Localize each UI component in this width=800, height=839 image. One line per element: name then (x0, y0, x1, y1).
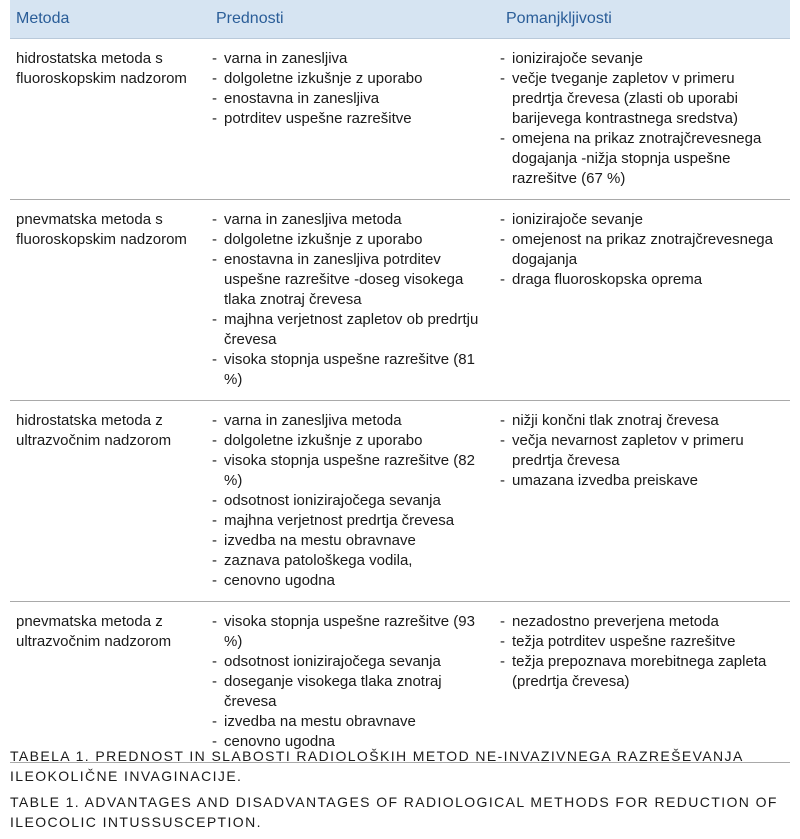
method-cell (10, 401, 210, 602)
column-header-method: Metoda (10, 0, 210, 39)
disadvantages-list (500, 612, 784, 692)
advantages-cell (210, 39, 500, 200)
disadvantages-list (500, 49, 784, 189)
advantages-list (212, 49, 494, 129)
list-item: - doseganje visokega tlaka znotraj črevesa (212, 672, 494, 712)
header-row (10, 0, 790, 39)
list-item: - težja potrditev uspešne razrešitve (500, 632, 784, 652)
table-container (10, 0, 790, 763)
list-item: - večja nevarnost zapletov v primeru predrtja črevesa (500, 431, 784, 471)
advantages-cell (210, 602, 500, 763)
list-item: - varna in zanesljiva metoda (212, 210, 494, 230)
list-item: - majhna verjetnost zapletov ob predrtju črevesa (212, 310, 494, 350)
method-name: hidrostatska metoda s fluoroskopskim nadzorom (16, 50, 187, 87)
list-item: - umazana izvedba preiskave (500, 471, 784, 491)
list-item: - cenovno ugodna (212, 571, 494, 591)
list-item: - enostavna in zanesljiva (212, 89, 494, 109)
list-item: - visoka stopnja uspešne razrešitve (81 %) (212, 350, 494, 390)
list-item: - varna in zanesljiva metoda (212, 411, 494, 431)
table-row (10, 200, 790, 401)
list-item: - omejenost na prikaz znotrajčrevesnega dogajanja (500, 230, 784, 270)
advantages-cell (210, 401, 500, 602)
list-item: - majhna verjetnost predrtja črevesa (212, 511, 494, 531)
list-item: - visoka stopnja uspešne razrešitve (82 %) (212, 451, 494, 491)
list-item: - dolgoletne izkušnje z uporabo (212, 431, 494, 451)
advantages-cell (210, 200, 500, 401)
list-item: - nezadostno preverjena metoda (500, 612, 784, 632)
list-item: - cenovno ugodna (212, 732, 494, 752)
list-item: - večje tveganje zapletov v primeru predrtja črevesa (zlasti ob uporabi barijevega kontrastnega sredstva) (500, 69, 784, 129)
caption-english: TABLE 1. ADVANTAGES AND DISADVANTAGES OF RADIOLOGICAL METHODS FOR REDUCTION OF ILEOCOLIC INTUSSUSCEPTION. (10, 794, 778, 830)
table-row (10, 401, 790, 602)
disadvantages-cell (500, 602, 790, 763)
table-row (10, 39, 790, 200)
list-item: - nižji končni tlak znotraj črevesa (500, 411, 784, 431)
column-header-disadvantages: Pomanjkljivosti (500, 0, 790, 39)
advantages-list (212, 411, 494, 591)
list-item: - dolgoletne izkušnje z uporabo (212, 230, 494, 250)
list-item: - zaznava patološkega vodila, (212, 551, 494, 571)
method-name: pnevmatska metoda s fluoroskopskim nadzorom (16, 211, 187, 248)
method-cell (10, 39, 210, 200)
advantages-list (212, 210, 494, 390)
table-header (10, 0, 790, 39)
disadvantages-cell (500, 401, 790, 602)
list-item: - enostavna in zanesljiva potrditev uspešne razrešitve -doseg visokega tlaka znotraj črevesa (212, 250, 494, 310)
list-item: - izvedba na mestu obravnave (212, 712, 494, 732)
list-item: - varna in zanesljiva (212, 49, 494, 69)
method-name: pnevmatska metoda z ultrazvočnim nadzorom (16, 613, 172, 650)
method-cell (10, 602, 210, 763)
list-item: - odsotnost ionizirajočega sevanja (212, 652, 494, 672)
advantages-list (212, 612, 494, 752)
method-name: hidrostatska metoda z ultrazvočnim nadzorom (16, 412, 172, 449)
list-item: - potrditev uspešne razrešitve (212, 109, 494, 129)
disadvantages-cell (500, 39, 790, 200)
column-header-advantages: Prednosti (210, 0, 500, 39)
table-captions (10, 746, 790, 838)
disadvantages-list (500, 210, 784, 290)
list-item: - omejena na prikaz znotrajčrevesnega dogajanja -nižja stopnja uspešne razrešitve (67 %) (500, 129, 784, 189)
list-item: - ionizirajoče sevanje (500, 210, 784, 230)
list-item: - težja prepoznava morebitnega zapleta (predrtja črevesa) (500, 652, 784, 692)
disadvantages-list (500, 411, 784, 491)
list-item: - dolgoletne izkušnje z uporabo (212, 69, 494, 89)
list-item: - odsotnost ionizirajočega sevanja (212, 491, 494, 511)
disadvantages-cell (500, 200, 790, 401)
list-item: - ionizirajoče sevanje (500, 49, 784, 69)
comparison-table (10, 0, 790, 763)
list-item: - visoka stopnja uspešne razrešitve (93 %) (212, 612, 494, 652)
table-row (10, 602, 790, 763)
list-item: - draga fluoroskopska oprema (500, 270, 784, 290)
table-body (10, 39, 790, 763)
caption-slovenian: TABELA 1. PREDNOST IN SLABOSTI RADIOLOŠKIH METOD NE-INVAZIVNEGA RAZREŠEVANJA ILEOKOLIČNE INVAGINACIJE. (10, 748, 743, 784)
list-item: - izvedba na mestu obravnave (212, 531, 494, 551)
method-cell (10, 200, 210, 401)
